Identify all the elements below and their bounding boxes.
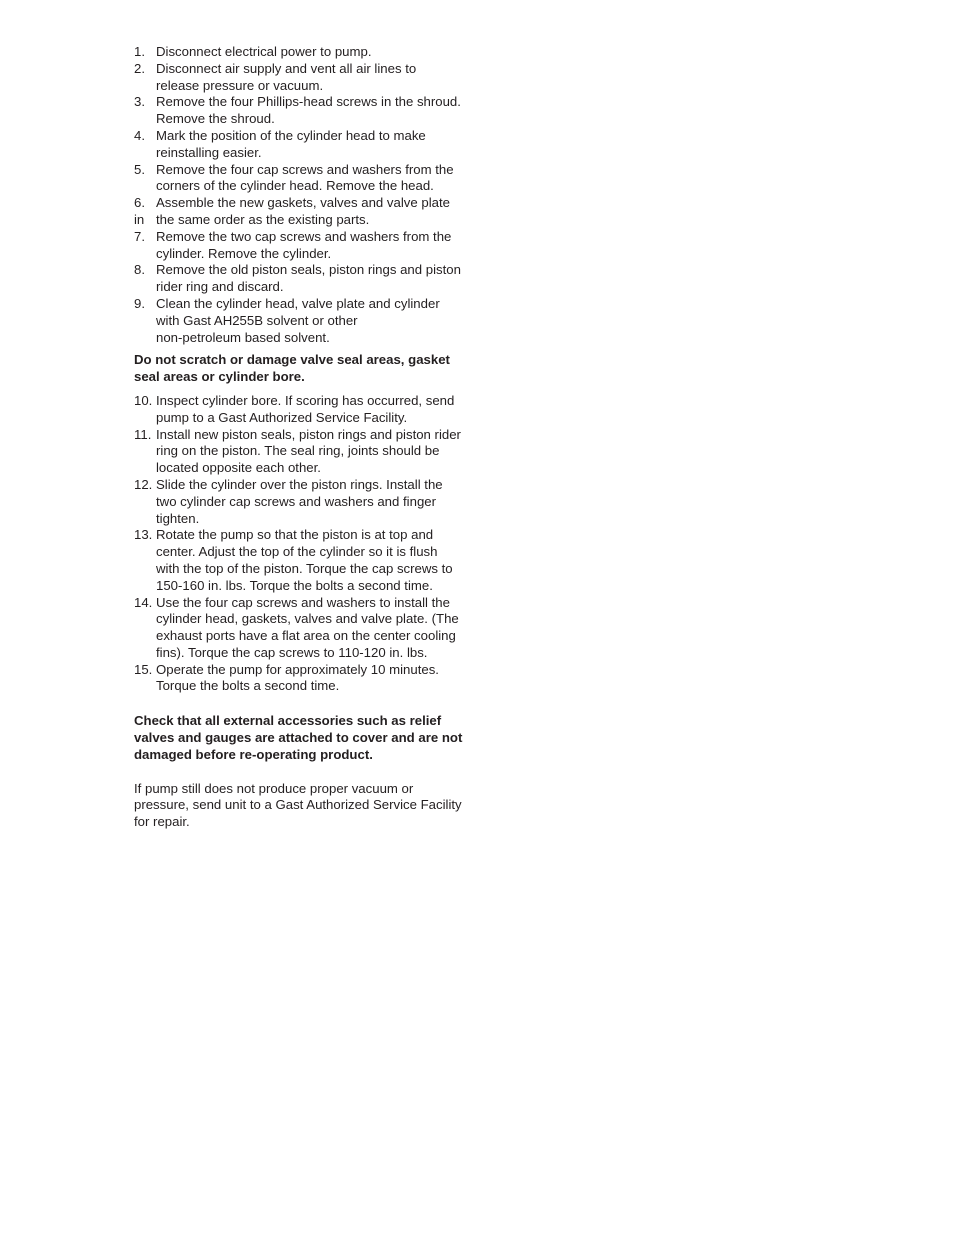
step-item — [134, 262, 494, 296]
step-text: Inspect cylinder bore. If scoring has occurred, send pump to a Gast Authorized Service Facility. — [156, 392, 455, 425]
step-item — [134, 527, 494, 594]
steps-list-10-15 — [134, 393, 494, 695]
closing-paragraph: If pump still does not produce proper vacuum or pressure, send unit to a Gast Authorized Service Facility for repair. — [134, 780, 462, 830]
step-item — [134, 195, 494, 229]
step-text: Mark the position of the cylinder head to make reinstalling easier. — [156, 127, 426, 160]
step-text: Use the four cap screws and washers to install the cylinder head, gaskets, valves and valve plate. (The exhaust ports have a flat area on the center cooling fins). Torque the cap screws to 110-120 in. lbs. — [156, 594, 459, 660]
step-item — [134, 229, 494, 263]
step-number: 9. — [134, 295, 145, 311]
step-number: 5. — [134, 161, 145, 177]
step-text: Remove the four Phillips-head screws in the shroud. Remove the shroud. — [156, 94, 461, 127]
step-item — [134, 595, 494, 662]
step-number: 13. — [134, 527, 153, 543]
step-text: Disconnect electrical power to pump. — [156, 44, 372, 59]
step-text: Operate the pump for approximately 10 minutes. Torque the bolts a second time. — [156, 661, 439, 694]
step-item — [134, 162, 494, 196]
step-text: Remove the old piston seals, piston rings and piston rider ring and discard. — [156, 262, 461, 295]
step-item — [134, 94, 494, 128]
warning-damage: Do not scratch or damage valve seal areas, gasket seal areas or cylinder bore. — [134, 352, 450, 385]
step-text: Remove the four cap screws and washers from the corners of the cylinder head. Remove the head. — [156, 161, 454, 194]
warning-accessories: Check that all external accessories such as relief valves and gauges are attached to cover and are not damaged before re-operating product. — [134, 713, 463, 762]
step-number: 11. — [134, 426, 152, 442]
step-number: 2. — [134, 60, 145, 76]
step-number: 8. — [134, 262, 145, 278]
step-item — [134, 296, 494, 346]
step-text: Disconnect air supply and vent all air lines to release pressure or vacuum. — [156, 60, 417, 93]
step-text: Remove the two cap screws and washers from the cylinder. Remove the cylinder. — [156, 228, 452, 261]
step-item — [134, 427, 494, 477]
step-item — [134, 44, 494, 61]
step-item — [134, 393, 494, 427]
step-text: Clean the cylinder head, valve plate and cylinder with Gast AH255B solvent or other non-petroleum based solvent. — [156, 295, 440, 345]
step-number: 15. — [134, 661, 153, 677]
step-text: Rotate the pump so that the piston is at top and center. Adjust the top of the cylinder so it is flush with the top of the piston. Torque the cap screws to 150-160 in. lbs. Torque the bolts a second time. — [156, 527, 453, 593]
step-number: 1. — [134, 44, 145, 59]
step-text: Slide the cylinder over the piston rings. Install the two cylinder cap screws and washers and finger tighten. — [156, 476, 443, 526]
step-text: Install new piston seals, piston rings and piston rider ring on the piston. The seal ring, joints should be located opposite each other. — [156, 426, 461, 476]
step-item — [134, 61, 494, 95]
steps-list-1-9 — [134, 44, 494, 346]
step-number: 4. — [134, 127, 145, 143]
step-item — [134, 662, 494, 696]
step-number: 7. — [134, 228, 145, 244]
step-number: 12. — [134, 476, 153, 492]
step-number: 6. in — [134, 195, 145, 227]
step-text: Assemble the new gaskets, valves and valve plate the same order as the existing parts. — [156, 195, 450, 227]
step-item — [134, 128, 494, 162]
step-number: 14. — [134, 594, 153, 610]
instructions-column — [134, 44, 494, 831]
step-item — [134, 477, 494, 527]
step-number: 10. — [134, 392, 153, 408]
step-number: 3. — [134, 94, 145, 110]
